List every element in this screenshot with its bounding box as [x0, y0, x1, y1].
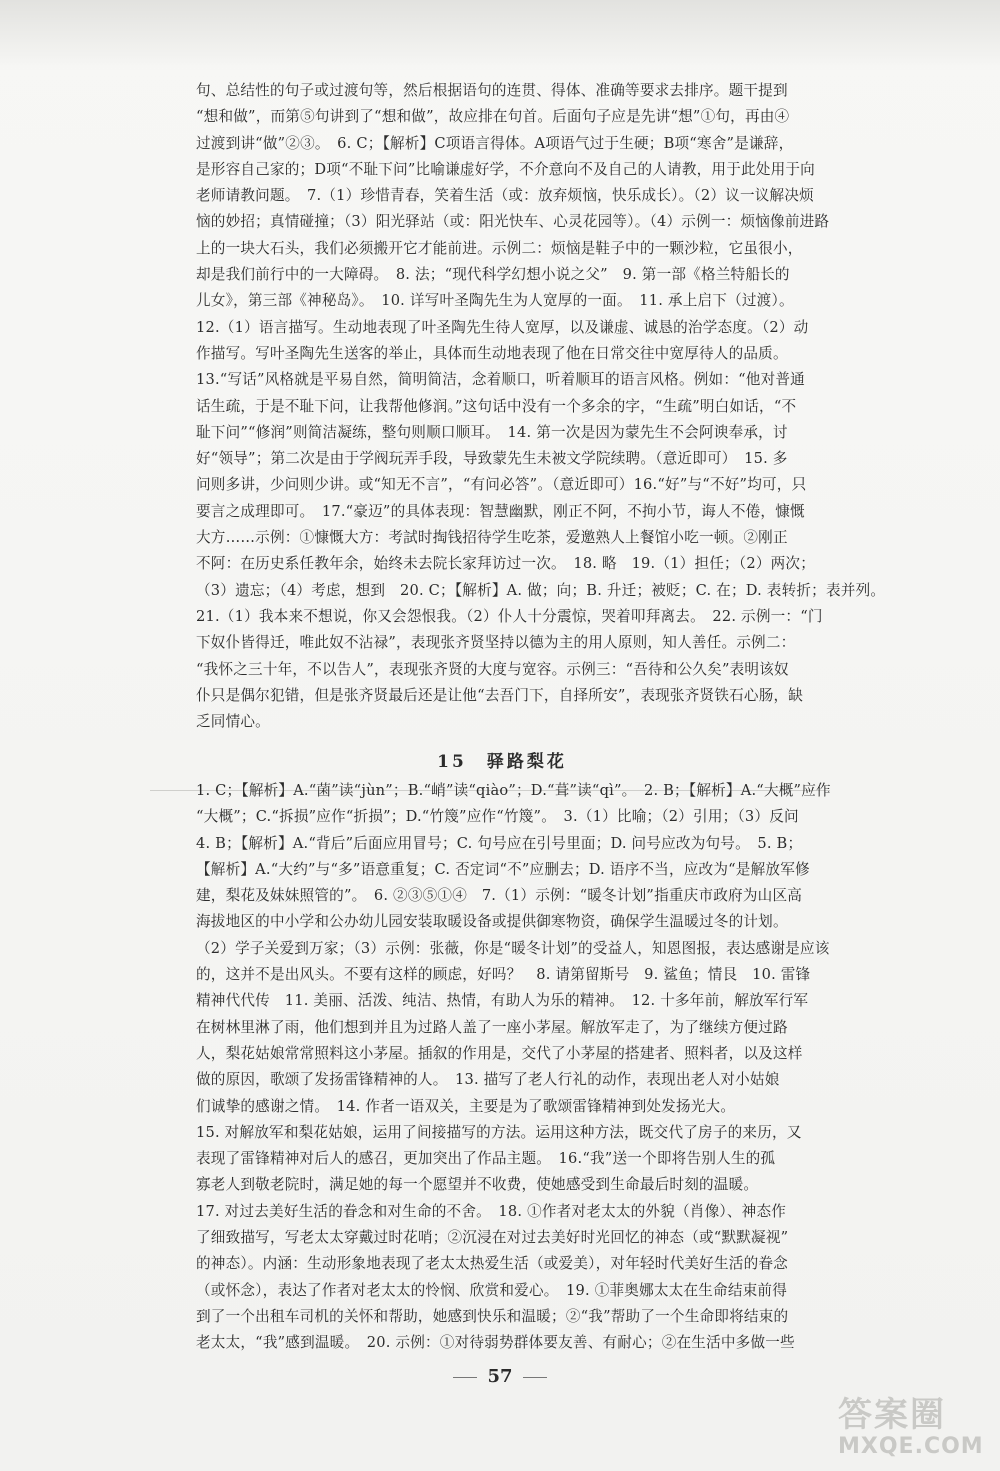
- text-line: 过渡到讲“做”②③。 6. C；【解析】C项语言得体。A项语气过于生硬；B项“寒舍”是谦辞，: [196, 134, 794, 152]
- text-line: 句、总结性的句子或过渡句等，然后根据语句的连贯、得体、准确等要求去排序。题干提到: [196, 82, 788, 99]
- text-line: 精神代代传 11. 美丽、活泼、纯洁、热情，有助人为乐的精神。 12. 十多年前，解放军行军: [196, 992, 809, 1010]
- text-line: 1. C；【解析】A.“菌”读“jùn”；B.“峭”读“qiào”；D.“葺”读“qì”。 2. B；【解析】A.“大概”应作: [196, 782, 831, 799]
- text-line: 老太太，“我”感到温暖。 20. 示例：①对待弱势群体要友善、有耐心；②在生活中多做一些: [196, 1334, 795, 1352]
- text-line: 21.（1）我本来不想说，你又会怨恨我。（2）仆人十分震惊，哭着叩拜离去。 22. 示例一：“门: [196, 607, 823, 625]
- text-line: 问则多讲，少问则少讲。或“知无不言”，“有问必答”。（意近即可）16.“好”与“不好”均可，只: [196, 476, 807, 494]
- text-line: 老师请教问题。 7.（1）珍惜青春，笑着生活（或：放弃烦恼，快乐成长）。（2）议一议解决烦: [196, 187, 814, 205]
- answer-text-block-2: [196, 778, 831, 1357]
- text-line: 是形容自己家的；D项“不耻下问”比喻谦虚好学，不介意向不及自己的人请教，用于此处用于向: [196, 160, 815, 178]
- watermark: [838, 1395, 988, 1463]
- text-line: 做的原因，歌颂了发扬雷锋精神的人。 13. 描写了老人行礼的动作，表现出老人对小姑娘: [196, 1071, 780, 1089]
- text-line: “大概”；C.“拆损”应作“折损”；D.“竹篾”应作“竹篾”。 3.（1）比喻；（2）引用；（3）反问: [196, 808, 799, 826]
- text-line: “我怀之三十年，不以告人”，表现张齐贤的大度与宽容。示例三：“吾待和公久矣”表明该奴: [196, 660, 789, 678]
- text-line: 的，这并不是出风头。不要有这样的顾虑，好吗？ 8. 请第留斯号 9. 鲨鱼；情艮 10. 雷锋: [196, 966, 811, 984]
- text-line: 15. 对解放军和梨花姑娘，运用了间接描写的方法。运用这种方法，既交代了房子的来历，又: [196, 1123, 802, 1141]
- text-line: 寡老人到敬老院时，满足她的每一个愿望并不收费，使她感受到生命最后时刻的温暖。: [196, 1176, 759, 1194]
- text-line: 耻下问”“修润”则简洁凝练，整句则顺口顺耳。 14. 第一次是因为蒙先生不会阿谀奉承，讨: [196, 423, 788, 441]
- text-line: （3）遗忘；（4）考虑，想到 20. C；【解析】A. 做；向；B. 升迁；被贬；C. 在；D. 表转折；表并列。: [196, 581, 886, 599]
- text-line: “想和做”，而第⑤句讲到了“想和做”，故应排在句首。后面句子应是先讲“想”①句，再由④: [196, 108, 790, 126]
- page-number: [420, 1362, 580, 1392]
- page-number-dash-right: [523, 1377, 547, 1378]
- text-line: 不阿：在历史系任教年余，始终未去院长家拜访过一次。 18. 略 19.（1）担任；（2）两次；: [196, 555, 815, 573]
- text-line: 海拔地区的中小学和公办幼儿园安装取暖设备或提供御寒物资，确保学生温暖过冬的计划。: [196, 913, 788, 931]
- page-number-dash-left: [453, 1377, 477, 1378]
- text-line: 话生疏，于是不耻下问，让我帮他修润。”这句话中没有一个多余的字，“生疏”明白如话，“不: [196, 397, 797, 415]
- text-line: 上的一块大石头，我们必须搬开它才能前进。示例二：烦恼是鞋子中的一颗沙粒，它虽很小，: [196, 239, 803, 257]
- text-line: 建，梨花及妹妹照管的”。 6. ②③⑤①④ 7.（1）示例：“暖冬计划”指重庆市政府为山区高: [196, 887, 803, 905]
- text-line: 表现了雷锋精神对后人的感召，更加突出了作品主题。 16.“我”送一个即将告别人生的孤: [196, 1150, 776, 1168]
- text-line: 17. 对过去美好生活的眷念和对生命的不舍。 18. ①作者对老太太的外貌（肖像）、神态作: [196, 1202, 787, 1220]
- text-line: 乏同情心。: [196, 713, 270, 731]
- text-line: （2）学子关爱到万家；（3）示例：张薇，你是“暖冬计划”的受益人，知恩图报，表达感谢是应该: [196, 939, 830, 957]
- watermark-url: MXQE.COM: [838, 1434, 984, 1459]
- text-line: 好“领导”；第二次是由于学阀玩弄手段，导致蒙先生未被文学院续聘。（意近即可） 15. 多: [196, 450, 788, 468]
- text-line: 了细致描写，写老太太穿戴过时花哨；②沉浸在对过去美好时光回忆的神态（或“默默凝视”: [196, 1229, 789, 1247]
- text-line: 12.（1）语言描写。生动地表现了叶圣陶先生待人宽厚，以及谦虚、诚恳的治学态度。（2）动: [196, 318, 809, 336]
- text-line: 【解析】A.“大约”与“多”语意重复；C. 否定词“不”应删去；D. 语序不当，应改为“是解放军修: [196, 860, 810, 878]
- text-line: 的神态）。内涵：生动形象地表现了老太太热爱生活（或爱美），对年轻时代美好生活的眷念: [196, 1255, 788, 1273]
- text-line: 儿女》，第三部《神秘岛》。 10. 详写叶圣陶先生为人宽厚的一面。 11. 承上启下（过渡）。: [196, 292, 794, 310]
- text-line: 们诚挚的感谢之情。 14. 作者一语双关，主要是为了歌颂雷锋精神到处发扬光大。: [196, 1097, 736, 1115]
- page-number-value: 57: [487, 1366, 513, 1387]
- section-title: 15 驿路梨花: [437, 752, 567, 772]
- text-line: 13.“写话”风格就是平易自然，简明简洁，念着顺口，听着顺耳的语言风格。例如：“他对普通: [196, 371, 805, 389]
- text-line: 仆只是偶尔犯错，但是张齐贤最后还是让他“去吾门下，自择所安”，表现张齐贤铁石心肠，缺: [196, 686, 804, 704]
- scan-shadow: [0, 0, 1000, 70]
- text-line: 人，梨花姑娘常常照料这小茅屋。插叙的作用是，交代了小茅屋的搭建者、照料者，以及这样: [196, 1044, 803, 1062]
- text-line: 下奴仆皆得迁，唯此奴不沾禄”，表现张齐贤坚持以德为主的用人原则，知人善任。示例二：: [196, 634, 796, 652]
- answer-text-block-1: [196, 78, 886, 735]
- text-line: （或怀念），表达了作者对老太太的怜悯、欣赏和爱心。 19. ①菲奥娜太太在生命结束前得: [196, 1281, 788, 1299]
- text-line: 却是我们前行中的一大障碍。 8. 法；“现代科学幻想小说之父” 9. 第一部《格兰特船长的: [196, 266, 790, 284]
- text-line: 在树林里淋了雨，他们想到并且为过路人盖了一座小茅屋。解放军走了，为了继续方便过路: [196, 1018, 788, 1036]
- text-line: 要言之成理即可。 17.“豪迈”的具体表现：智慧幽默，刚正不阿，不拘小节，诲人不倦，慷慨: [196, 502, 805, 520]
- text-line: 大方……示例：①慷慨大方：考試时掏钱招待学生吃茶，爱邀熟人上餐馆小吃一顿。②刚正: [196, 529, 788, 547]
- text-line: 恼的妙招；真情碰撞；（3）阳光驿站（或：阳光快车、心灵花园等）。（4）示例一：烦恼像前进路: [196, 213, 830, 231]
- watermark-logo: 答案圈: [838, 1395, 946, 1435]
- text-line: 4. B；【解析】A.“背后”后面应用冒号；C. 句号应在引号里面；D. 问号应改为句号。 5. B；: [196, 834, 803, 852]
- text-line: 到了一个出租车司机的关怀和帮助，她感到快乐和温暖；②“我”帮助了一个生命即将结束的: [196, 1307, 789, 1325]
- text-line: 作描写。写叶圣陶先生送客的举止，具体而生动地表现了他在日常交往中宽厚待人的品质。: [196, 344, 788, 362]
